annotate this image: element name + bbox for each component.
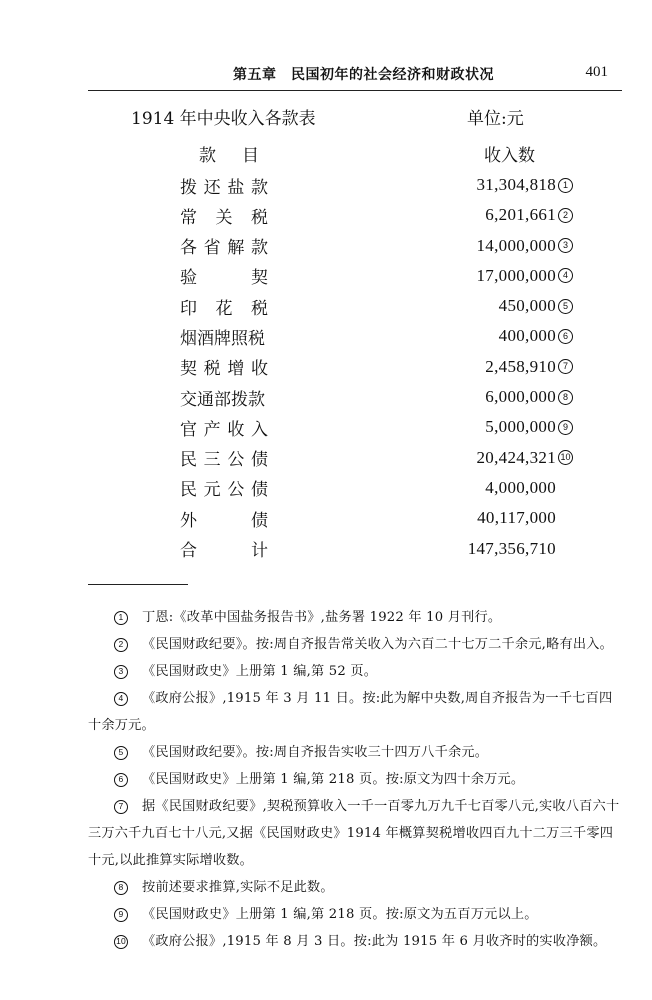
footnote-mark: 7 (114, 800, 128, 814)
row-item-label: 各 省 解 款 (180, 238, 268, 259)
table-row (0, 202, 652, 232)
row-amount: 40,117,000 (477, 508, 556, 528)
row-item-label: 民 三 公 债 (180, 450, 268, 471)
footnote-ref-mark: 2 (558, 202, 580, 228)
footnote-mark: 8 (114, 881, 128, 895)
row-item-label: 民 元 公 债 (180, 480, 268, 501)
footnote (88, 685, 622, 739)
row-amount: 31,304,818 (476, 175, 556, 194)
footnote (88, 658, 622, 685)
footnote-text: 《民国财政史》上册第 1 编,第 52 页。 (142, 664, 378, 679)
footnote-ref-mark: 7 (558, 354, 580, 380)
table-row (0, 233, 652, 263)
footnote-ref-mark: 3 (558, 233, 580, 259)
footnotes (88, 604, 622, 955)
table-row (0, 323, 652, 353)
footnote-mark: 5 (114, 746, 128, 760)
footnote-mark: 10 (114, 935, 128, 949)
row-amount: 450,000 (498, 296, 556, 316)
column-header-item: 款目 (199, 146, 285, 166)
row-amount: 14,000,000 (476, 235, 556, 255)
revenue-table (0, 172, 652, 566)
row-item-label: 外 债 (180, 510, 268, 531)
footnote-ref-mark: 4 (558, 263, 580, 289)
page-number: 401 (585, 64, 608, 80)
footnote-mark: 6 (114, 773, 128, 787)
row-amount: 6,201,661 (485, 205, 556, 225)
row-amount: 147,356,710 (467, 538, 556, 558)
footnote (88, 766, 622, 793)
footnote-rule (88, 584, 188, 585)
row-amount: 17,000,000 (476, 265, 556, 285)
footnote-text: 《民国财政纪要》。按:周自齐报告常关收入为六百二十七万二千余元,略有出入。 (142, 637, 613, 652)
row-amount: 5,000,000 (485, 417, 556, 437)
row-amount: 2,458,910 (485, 356, 556, 376)
table-row (0, 384, 652, 414)
running-header (88, 64, 608, 88)
table-row (0, 354, 652, 384)
footnote-text: 《政府公报》,1915 年 8 月 3 日。按:此为 1915 年 6 月收齐时的实收净额。 (142, 934, 607, 949)
table-row (0, 445, 652, 475)
row-amount: 4,000,000 (485, 477, 556, 497)
footnote-ref-mark: 10 (558, 445, 580, 471)
footnote-ref-mark: 8 (558, 384, 580, 410)
row-item-label: 合 计 (180, 541, 268, 562)
footnote-ref-mark: 5 (558, 293, 580, 319)
footnote-mark: 2 (114, 638, 128, 652)
table-row (0, 536, 652, 566)
row-amount: 400,000 (498, 326, 556, 346)
row-item-label: 交通部拨款 (180, 389, 265, 410)
row-item-label: 烟酒牌照税 (180, 328, 265, 349)
footnote-mark: 3 (114, 665, 128, 679)
row-item-label: 官 产 收 入 (180, 419, 268, 440)
table-row (0, 505, 652, 535)
footnote-text: 《政府公报》,1915 年 3 月 11 日。按:此为解中央数,周自齐报告为一千七百四十余万元。 (88, 691, 613, 733)
footnote-text: 丁恩:《改革中国盐务报告书》,盐务署 1922 年 10 月刊行。 (142, 610, 502, 625)
footnote (88, 928, 622, 955)
row-item-label: 验 契 (180, 268, 268, 289)
footnote-mark: 1 (114, 611, 128, 625)
footnote (88, 631, 622, 658)
footnote-ref-mark: 1 (558, 172, 580, 198)
row-amount: 20,424,321 (476, 447, 556, 467)
table-row (0, 475, 652, 505)
footnote (88, 604, 622, 631)
footnote-ref-mark: 9 (558, 414, 580, 440)
header-rule (88, 90, 622, 91)
table-row (0, 414, 652, 444)
row-item-label: 印 花 税 (180, 298, 268, 319)
footnote-text: 《民国财政史》上册第 1 编,第 218 页。按:原文为四十余万元。 (142, 772, 525, 787)
footnote-text: 据《民国财政纪要》,契税预算收入一千一百零九万九千七百零八元,实收八百六十三万六千九百七十八元,又据《民国财政史》1914 年概算契税增收四百九十二万三千零四十元,以此推算实际增收数。 (88, 799, 620, 868)
row-item-label: 契 税 增 收 (180, 359, 268, 380)
table-row (0, 263, 652, 293)
footnote (88, 901, 622, 928)
row-item-label: 拨 还 盐 款 (180, 177, 268, 198)
table-unit: 单位:元 (467, 109, 524, 129)
footnote-ref-mark: 6 (558, 323, 580, 349)
column-header-amount: 收入数 (484, 146, 535, 166)
running-title: 第五章 民国初年的社会经济和财政状况 (233, 67, 494, 83)
footnote (88, 793, 622, 874)
footnote (88, 739, 622, 766)
row-amount: 6,000,000 (485, 387, 556, 407)
footnote-mark: 9 (114, 908, 128, 922)
row-item-label: 常 关 税 (180, 207, 268, 228)
table-caption: 1914 年中央收入各款表 (131, 109, 316, 129)
table-row (0, 293, 652, 323)
footnote-text: 按前述要求推算,实际不足此数。 (142, 880, 334, 895)
footnote-text: 《民国财政纪要》。按:周自齐报告实收三十四万八千余元。 (142, 745, 489, 760)
footnote-text: 《民国财政史》上册第 1 编,第 218 页。按:原文为五百万元以上。 (142, 907, 538, 922)
footnote-mark: 4 (114, 692, 128, 706)
table-row (0, 172, 652, 202)
footnote (88, 874, 622, 901)
